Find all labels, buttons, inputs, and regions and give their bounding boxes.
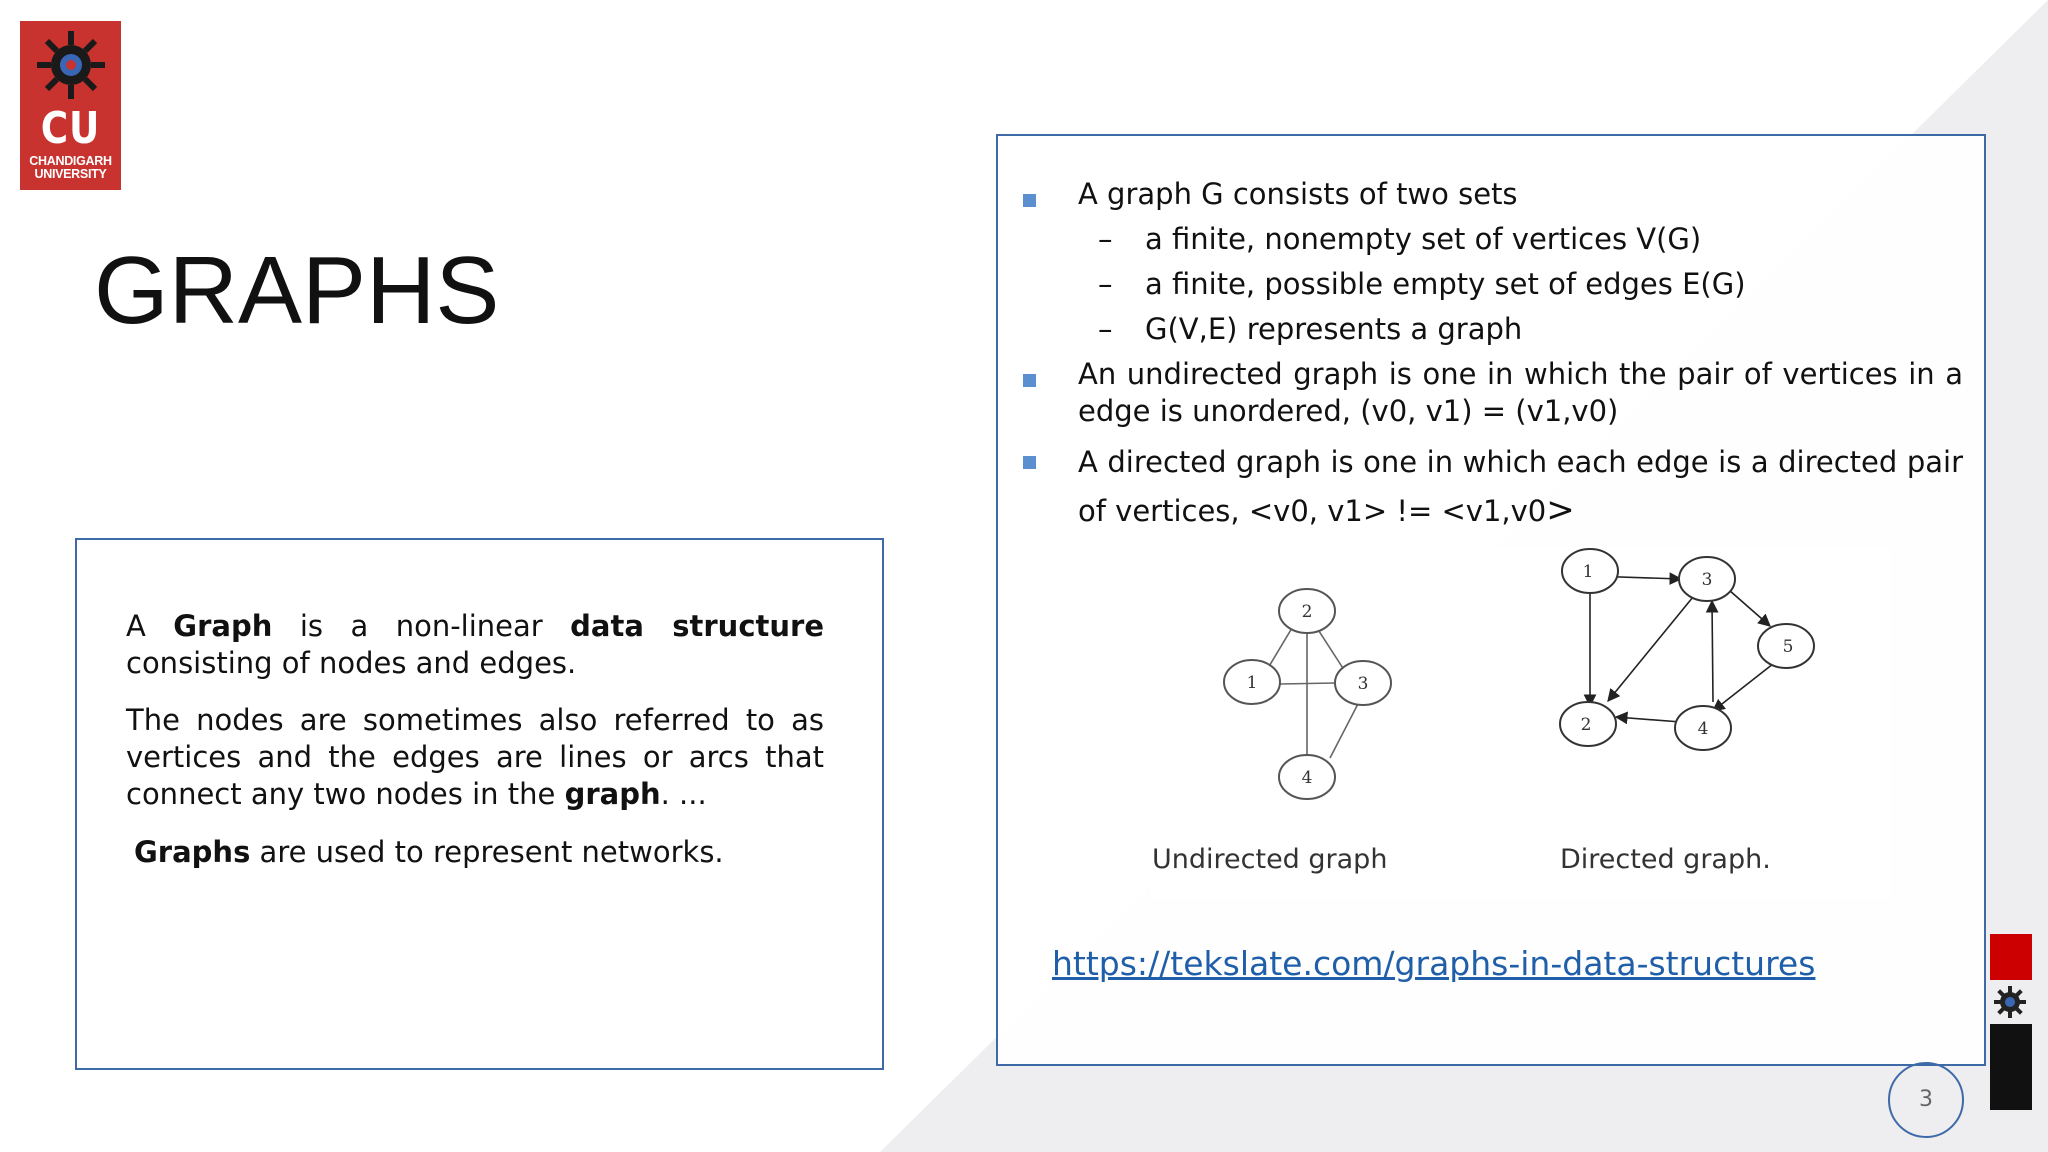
logo-university-name: CHANDIGARH UNIVERSITY (29, 154, 112, 181)
graph-figure (1150, 546, 1890, 898)
logo-cu-text: CU (40, 103, 101, 154)
side-strip-black (1990, 1024, 2032, 1110)
node-label: 5 (1782, 637, 1794, 657)
university-logo (20, 21, 121, 190)
definition-box (75, 538, 884, 1070)
page-number: 3 (1888, 1062, 1964, 1138)
networks-paragraph: Graphs are used to represent networks. (134, 835, 724, 869)
graph-diagram (1150, 546, 1890, 898)
node-label: 4 (1301, 768, 1313, 788)
dash-marker: – (1098, 222, 1113, 256)
bullet-graph-sets: A graph G consists of two sets (1078, 177, 1518, 211)
bullet-square-icon (1023, 456, 1036, 469)
emblem-icon (35, 29, 107, 101)
bullet-square-icon (1023, 194, 1036, 207)
side-strip-red (1990, 934, 2032, 980)
node-label: 3 (1701, 570, 1713, 590)
directed-graph-caption: Directed graph. (1560, 844, 1771, 875)
dash-marker: – (1098, 267, 1113, 301)
graph-info-box (996, 134, 1986, 1066)
undirected-graph-caption: Undirected graph (1152, 844, 1388, 875)
dash-marker: – (1098, 312, 1113, 346)
definition-paragraph: A Graph is a non-linear data structure consisting of nodes and edges. (126, 609, 824, 680)
node-label: 1 (1246, 673, 1258, 693)
reference-link[interactable]: https://tekslate.com/graphs-in-data-structures (1052, 944, 1816, 983)
slide-title: GRAPHS (94, 237, 500, 344)
node-label: 4 (1697, 719, 1709, 739)
node-label: 2 (1301, 602, 1313, 622)
bullet-undirected: An undirected graph is one in which the pair of vertices in a edge is unordered, (v0, v1) = (v1,v0) (1078, 357, 1963, 428)
sub-bullet-vertices: a finite, nonempty set of vertices V(G) (1145, 222, 1702, 256)
node-label: 2 (1580, 715, 1592, 735)
bullet-square-icon (1023, 374, 1036, 387)
node-label: 1 (1582, 562, 1594, 582)
sub-bullet-edges: a finite, possible empty set of edges E(G) (1145, 267, 1746, 301)
bullet-directed: A directed graph is one in which each edge is a directed pair of vertices, <v0, v1> != <v1,v0> (1078, 445, 1963, 530)
node-label: 3 (1357, 674, 1369, 694)
gear-icon (1992, 984, 2028, 1020)
sub-bullet-gve: G(V,E) represents a graph (1145, 312, 1523, 346)
nodes-paragraph: The nodes are sometimes also referred to as vertices and the edges are lines or arcs that connect any two nodes in the graph. ... (126, 703, 824, 811)
